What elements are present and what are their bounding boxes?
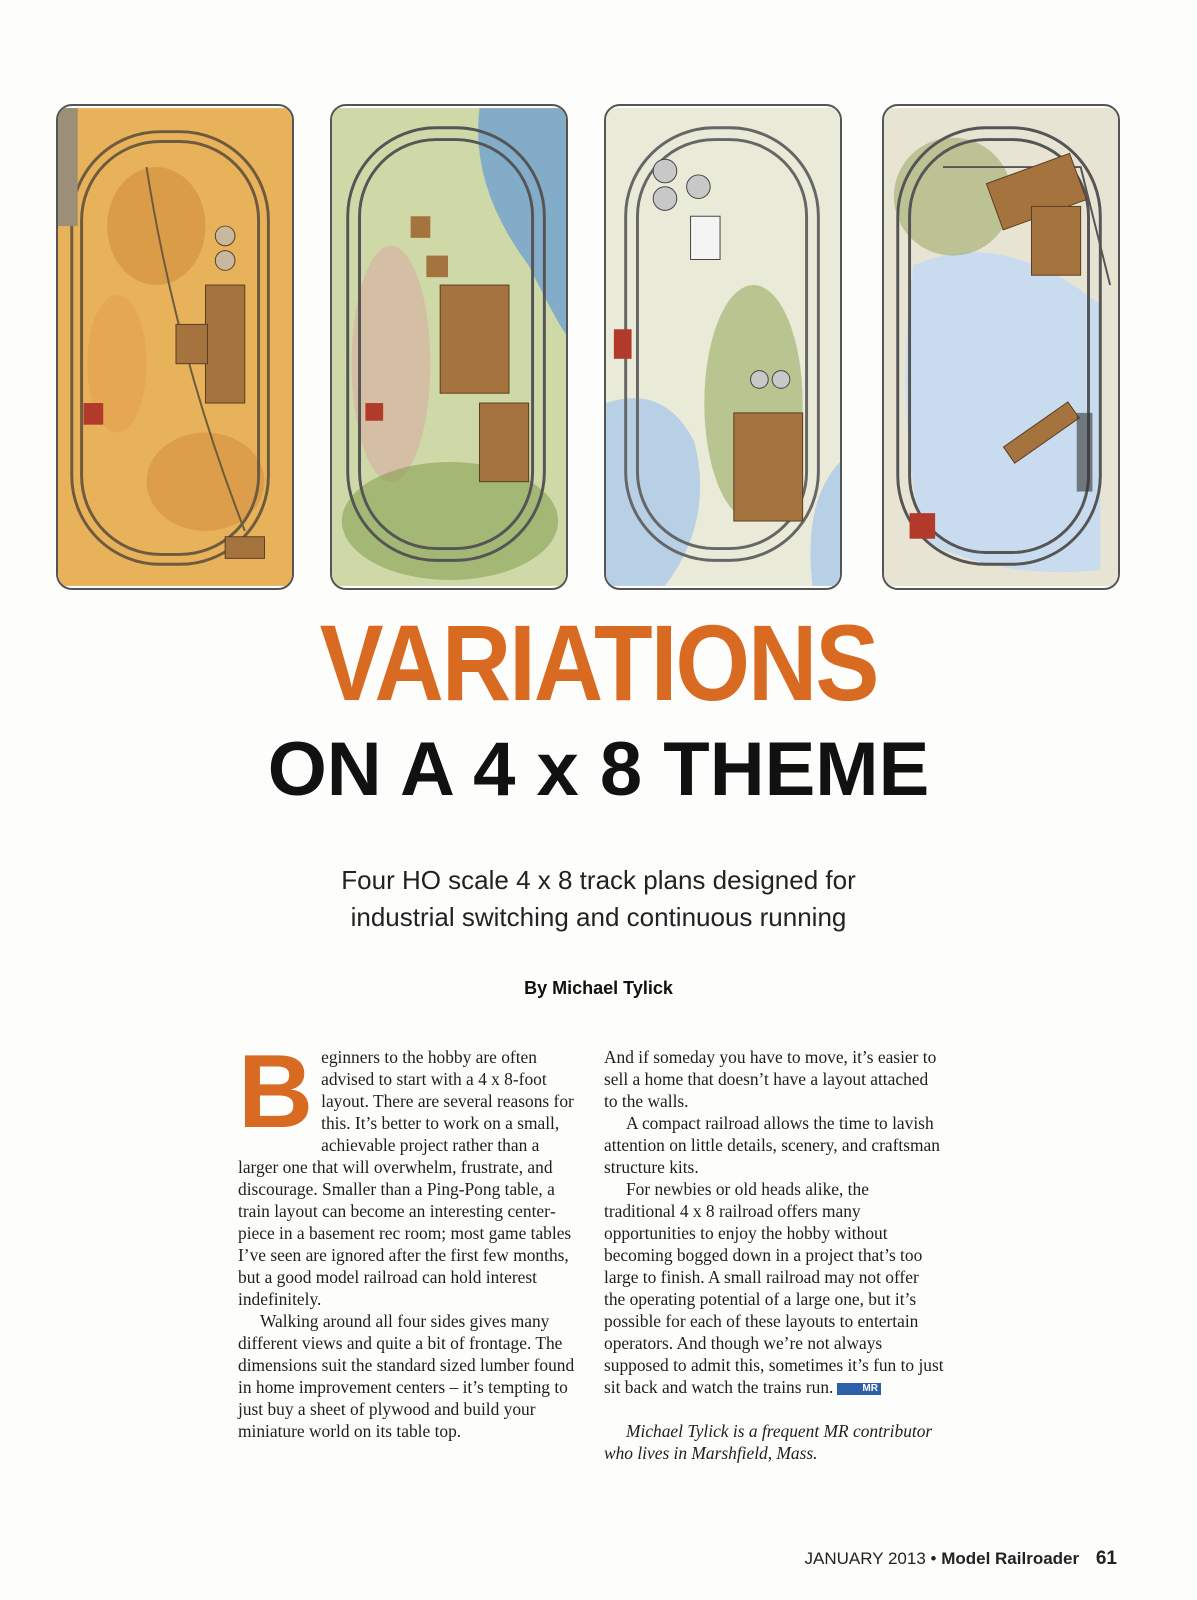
drop-cap: B xyxy=(238,1034,314,1150)
footer-bullet: • xyxy=(930,1549,937,1568)
track-plan-lake-drawing xyxy=(884,106,1118,588)
track-plan-green xyxy=(330,104,568,590)
deck-line-2: industrial switching and continuous running xyxy=(350,902,847,932)
body-column-1 xyxy=(238,1034,578,1442)
mr-end-mark-icon: MR xyxy=(837,1383,881,1395)
body-paragraph-3: And if someday you have to move, it’s easier to sell a home that doesn’t have a layout attached to the walls. xyxy=(604,1047,937,1111)
deck-line-1: Four HO scale 4 x 8 track plans designed for xyxy=(341,865,856,895)
page-footer xyxy=(805,1548,1118,1570)
byline: By Michael Tylick xyxy=(524,978,673,998)
track-plan-lake xyxy=(882,104,1120,590)
body-paragraph-5-text: For newbies or old heads alike, the traditional 4 x 8 railroad offers many opportunities to enjoy the hobby without becoming bogged down in a project that’s too large to finish. A small railroad may not offer the operating potential of a large one, but it’s possible for each of these layouts to entertain operators. And though we’re not always supposed to admit this, sometimes it’s fun to just sit back and watch the trains run. xyxy=(604,1179,944,1397)
body-paragraph-1-text: eginners to the hobby are often advised to start with a 4 x 8-foot layout. There are several reasons for this. It’s better to work on a small, achievable project rather than a larger one that will overwhelm, frustrate, and discourage. Smaller than a Ping-Pong table, a train layout can become an interesting centerpiece in a basement rec room; most game tables I’ve seen are ignored after the first few months, but a good model railroad can hold interest indefinitely. xyxy=(238,1047,574,1309)
track-plan-green-drawing xyxy=(332,106,566,588)
track-plan-harbor-drawing xyxy=(606,106,840,588)
headline-main: VARIATIONS xyxy=(319,603,878,724)
body-paragraph-2: Walking around all four sides gives many different views and quite a bit of frontage. The dimensions suit the standard sized lumber found in home improvement centers – it’s tempting to just buy a sheet of plywood and build your miniature world on its table top. xyxy=(238,1311,575,1441)
track-plan-harbor xyxy=(604,104,842,590)
track-plan-gallery xyxy=(56,104,1122,590)
body-paragraph-1 xyxy=(238,1034,578,1310)
track-plan-desert xyxy=(56,104,294,590)
body-paragraph-5 xyxy=(604,1178,944,1398)
magazine-name: Model Railroader xyxy=(941,1549,1080,1568)
page-number: 61 xyxy=(1095,1548,1117,1569)
track-plan-desert-drawing xyxy=(58,106,292,588)
issue-date: JANUARY 2013 xyxy=(804,1549,926,1568)
deck xyxy=(0,862,1197,936)
body-column-2 xyxy=(604,1046,944,1464)
headline-sub: ON A 4 x 8 THEME xyxy=(267,727,930,812)
body-paragraph-4: A compact railroad allows the time to lavish attention on little details, scenery, and craftsman structure kits. xyxy=(604,1113,940,1177)
author-bio: Michael Tylick is a frequent MR contributor who lives in Marshfield, Mass. xyxy=(604,1421,933,1463)
